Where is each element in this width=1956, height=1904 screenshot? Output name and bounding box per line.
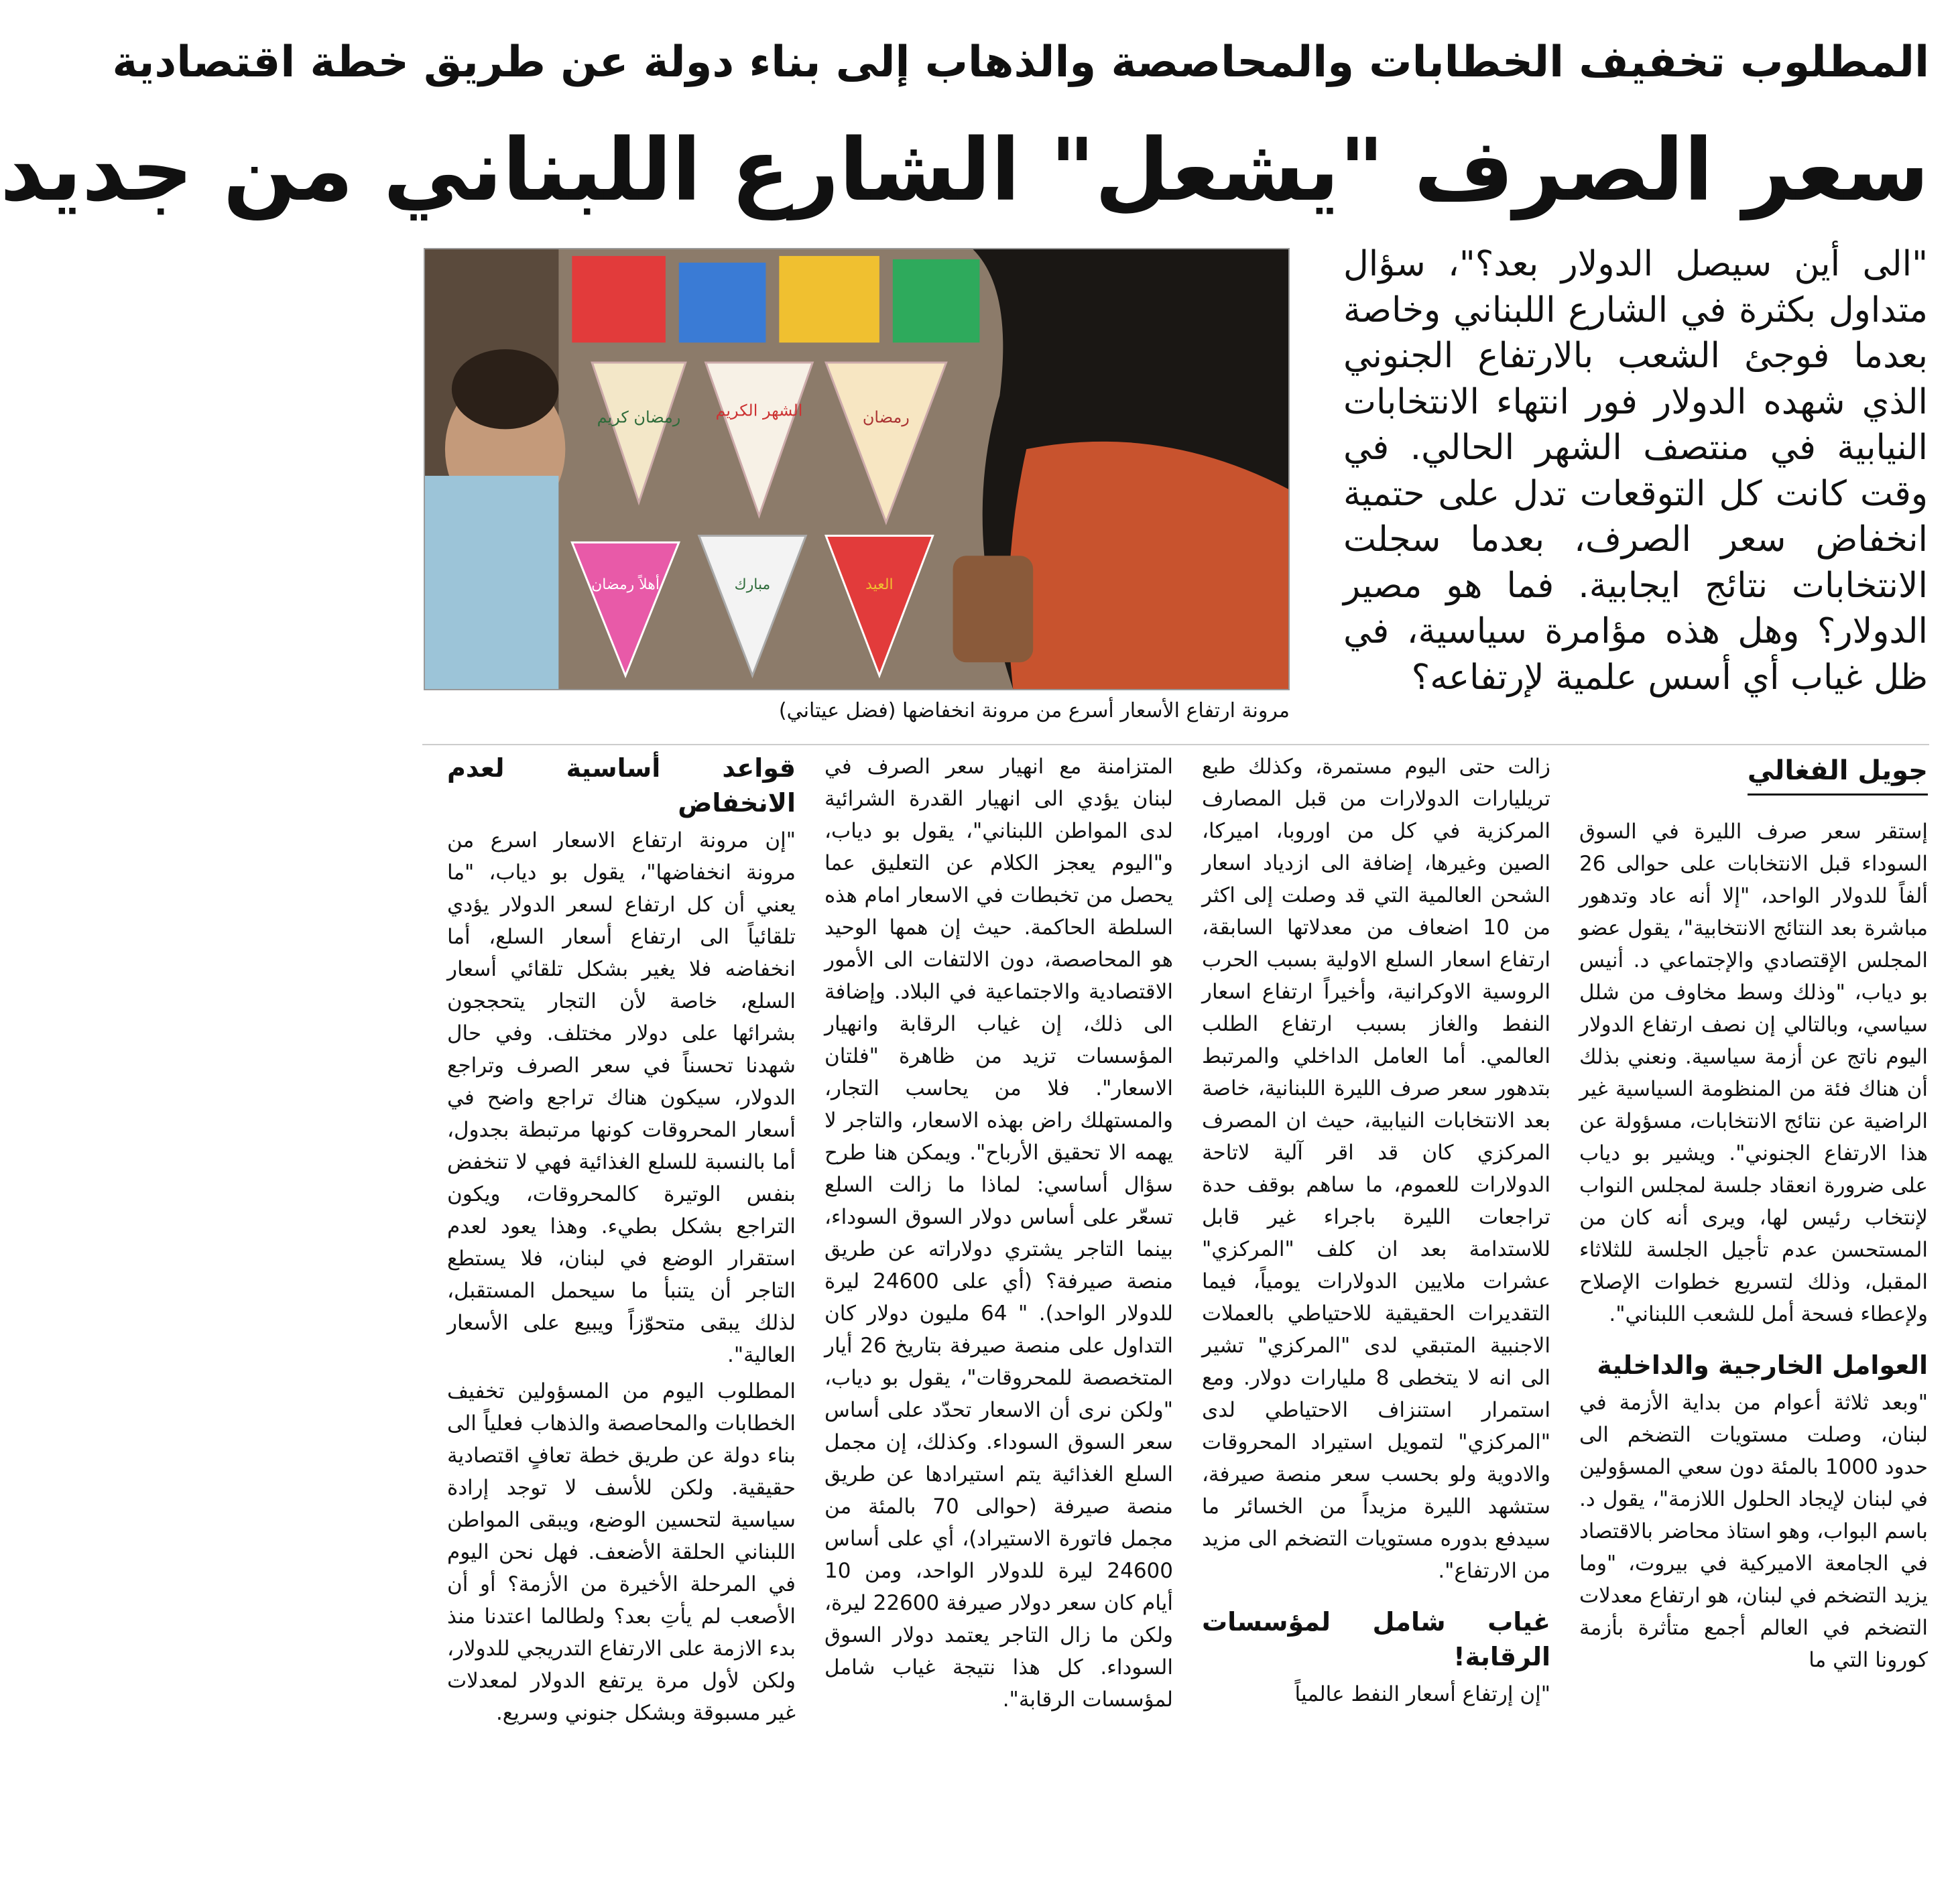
pennant-label: رمضان (862, 407, 910, 427)
paragraph: إستقر سعر صرف الليرة في السوق السوداء قبل الانتخابات على حوالى 26 ألفاً للدولار الواحد، "إلا أنه عاد وتدهور مباشرة بعد النتائج الانتخابية"، يقول عضو المجلس الإقتصادي والإجتماعي د. أنيس بو دياب، "وذلك وسط مخاوف من شلل سياسي، وبالتالي إن نصف ارتفاع الدولار اليوم ناتج عن أزمة سياسية. ونعني بذلك أن هناك فئة من المنظومة السياسية غير الراضية عن نتائج الانتخابات، مسؤولة عن هذا الارتفاع الجنوني". ويشير بو دياب على ضرورة انعقاد جلسة لمجلس النواب لإنتخاب رئيس لها، ويرى أنه كان من المستحسن عدم تأجيل الجلسة للثلاثاء المقبل، وذلك لتسريع خطوات الإصلاح ولإعطاء فسحة أمل للشعب اللبناني". (1579, 820, 1928, 1326)
paragraph: "إن إرتفاع أسعار النفط عالمياً (1294, 1682, 1550, 1706)
article-column-1 (1579, 751, 1928, 1883)
photo-caption: مرونة ارتفاع الأسعار أسرع من مرونة انخفاضها (فضل عيتاني) (778, 699, 1290, 722)
subheading: قواعد أساسية لعدم الانخفاض (447, 753, 796, 818)
article-column-4 (447, 751, 796, 1883)
author-byline: جويل الفغالي (1748, 751, 1928, 796)
paragraph: "وبعد ثلاثة أعوام من بداية الأزمة في لبنان، وصلت مستويات التضخم الى حدود 1000 بالمئة دون سعي المسؤولين في لبنان لإيجاد الحلول اللازمة"، يقول د. باسم البواب، وهو استاذ محاضر بالاقتصاد في الجامعة الاميركية في بيروت، "وما يزيد التضخم في لبنان، هو ارتفاع معدلات التضخم في العالم أجمع متأثرة بأزمة كورونا التي ما (1579, 1391, 1928, 1672)
subheading: غياب شامل لمؤسسات الرقابة! (1202, 1607, 1550, 1671)
intro-paragraph: "الى أين سيصل الدولار بعد؟"، سؤال متداول بكثرة في الشارع اللبناني وخاصة بعدما فوجئ الشعب بالارتفاع الجنوني الذي شهده الدولار فور انتهاء الانتخابات النيابية في منتصف الشهر الحالي. في وقت كانت كل التوقعات تدل على حتمية انخفاض سعر الصرف، بعدما سجلت الانتخابات نتائج ايجابية. فما هو مصير الدولار؟ وهل هذه مؤامرة سياسية، في ظل غياب أي أسس علمية لإرتفاعه؟ (1343, 244, 1928, 698)
pennant-label: مبارك (734, 576, 771, 593)
paragraph: المتزامنة مع انهيار سعر الصرف في لبنان يؤدي الى انهيار القدرة الشرائية لدى المواطن اللبناني"، يقول بو دياب، و"اليوم يعجز الكلام عن التعليق عما يحصل من تخبطات في الاسعار امام هذه السلطة الحاكمة. حيث إن همها الوحيد هو المحاصصة، دون الالتفات الى الأمور الاقتصادية والاجتماعية في البلاد. وإضافة الى ذلك، إن غياب الرقابة وانهيار المؤسسات تزيد من ظاهرة "فلتان الاسعار". فلا من يحاسب التجار، والمستهلك راض بهذه الاسعار، والتاجر لا يهمه الا تحقيق الأرباح". ويمكن هنا طرح سؤال أساسي: لماذا ما زالت السلع تسعّر على أساس دولار السوق السوداء، بينما التاجر يشتري دولاراته عن طريق منصة صيرفة؟ (أي على 24600 ليرة للدولار الواحد). " 64 مليون دولار كان التداول على منصة صيرفة بتاريخ 26 أيار المتخصصة للمحروقات"، يقول بو دياب، "ولكن نرى أن الاسعار تحدّد على أساس سعر السوق السوداء. وكذلك، إن مجمل السلع الغذائية يتم استيرادها عن طريق منصة صيرفة (حوالى 70 بالمئة من مجمل فاتورة الاستيراد)، أي على أساس 24600 ليرة للدولار الواحد، ومن 10 أيام كان سعر دولار صيرفة 22600 ليرة، ولكن ما زال التاجر يعتمد دولار السوق السوداء. كل هذا نتيجة غياب شامل لمؤسسات الرقابة". (824, 755, 1174, 1712)
photo-illustration (425, 249, 1288, 689)
pennant-label: الشهر الكريم (715, 401, 803, 420)
paragraph: زالت حتى اليوم مستمرة، وكذلك طبع تريليارات الدولارات من قبل المصارف المركزية في كل من اوروبا، اميركا، الصين وغيرها، إضافة الى ازدياد اسعار الشحن العالمية التي قد وصلت إلى اكثر من 10 اضعاف من معدلاتها السابقة، ارتفاع اسعار السلع الاولية بسبب الحرب الروسية الاوكرانية، وأخيراً ارتفاع اسعار النفط والغاز بسبب ارتفاع الطلب العالمي. أما العامل الداخلي والمرتبط بتدهور سعر صرف الليرة اللبنانية، خاصة بعد الانتخابات النيابية، حيث ان المصرف المركزي كان قد اقر آلية لاتاحة الدولارات للعموم، ما ساهم بوقف حدة تراجعات الليرة باجراء غير قابل للاستدامة بعد ان كلف "المركزي" عشرات ملايين الدولارات يومياً، فيما التقديرات الحقيقية للاحتياطي بالعملات الاجنبية المتبقي لدى "المركزي" تشير الى انه لا يتخطى 8 مليارات دولار. ومع استمرار استنزاف الاحتياطي لدى "المركزي" لتمويل استيراد المحروقات والادوية ولو بحسب سعر منصة صيرفة، ستشهد الليرة مزيداً من الخسائر ما سيدفع بدوره مستويات التضخم الى مزيد من الارتفاع". (1202, 755, 1551, 1583)
paragraph: "إن مرونة ارتفاع الاسعار اسرع من مرونة انخفاضها"، يقول بو دياب، "ما يعني أن كل ارتفاع لسعر الدولار يؤدي تلقائياً الى ارتفاع أسعار السلع، أما انخفاضه فلا يغير بشكل تلقائي أسعار السلع، خاصة لأن التجار يتحججون بشرائها على دولار مختلف. وفي حال شهدنا تحسناً في سعر الصرف وتراجع الدولار، سيكون هناك تراجع واضح في أسعار المحروقات كونها مرتبطة بجدول، أما بالنسبة للسلع الغذائية فهي لا تنخفض بنفس الوتيرة كالمحروقات، ويكون التراجع بشكل بطيء. وهذا يعود لعدم استقرار الوضع في لبنان، فلا يستطع التاجر أن يتنبأ ما سيحمل المستقبل، لذلك يبقى متحوّزاً ويبيع على الأسعار العالية". (447, 828, 796, 1367)
article-column-3 (824, 751, 1173, 1883)
kicker: المطلوب تخفيف الخطابات والمحاصصة والذهاب إلى بناء دولة عن طريق خطة اقتصادية (112, 38, 1929, 87)
paragraph: المطلوب اليوم من المسؤولين تخفيف الخطابات والمحاصصة والذهاب فعلياً الى بناء دولة عن طريق خطة تعافٍ اقتصادية حقيقية. ولكن للأسف لا توجد إرادة سياسية لتحسين الوضع، ويبقى المواطن اللبناني الحلقة الأضعف. فهل نحن اليوم في المرحلة الأخيرة من الأزمة؟ أو أن الأصعب لم يأتِ بعد؟ ولطالما اعتدنا منذ بدء الازمة على الارتفاع التدريجي للدولار، ولكن لأول مرة يرتفع الدولار لمعدلات غير مسبوقة وبشكل جنوني وسريع. (447, 1379, 796, 1725)
article-photo (424, 248, 1290, 690)
pennant-label: رمضان كريم (597, 407, 681, 427)
subheading: العوامل الخارجية والداخلية (1597, 1350, 1928, 1380)
pennant-label: أهلاً رمضان (591, 576, 660, 593)
divider (422, 744, 1929, 745)
pennant-label: العيد (865, 576, 894, 593)
article-column-2 (1202, 751, 1550, 1883)
headline: سعر الصرف "يشعل" الشارع اللبناني من جديد (0, 121, 1929, 220)
